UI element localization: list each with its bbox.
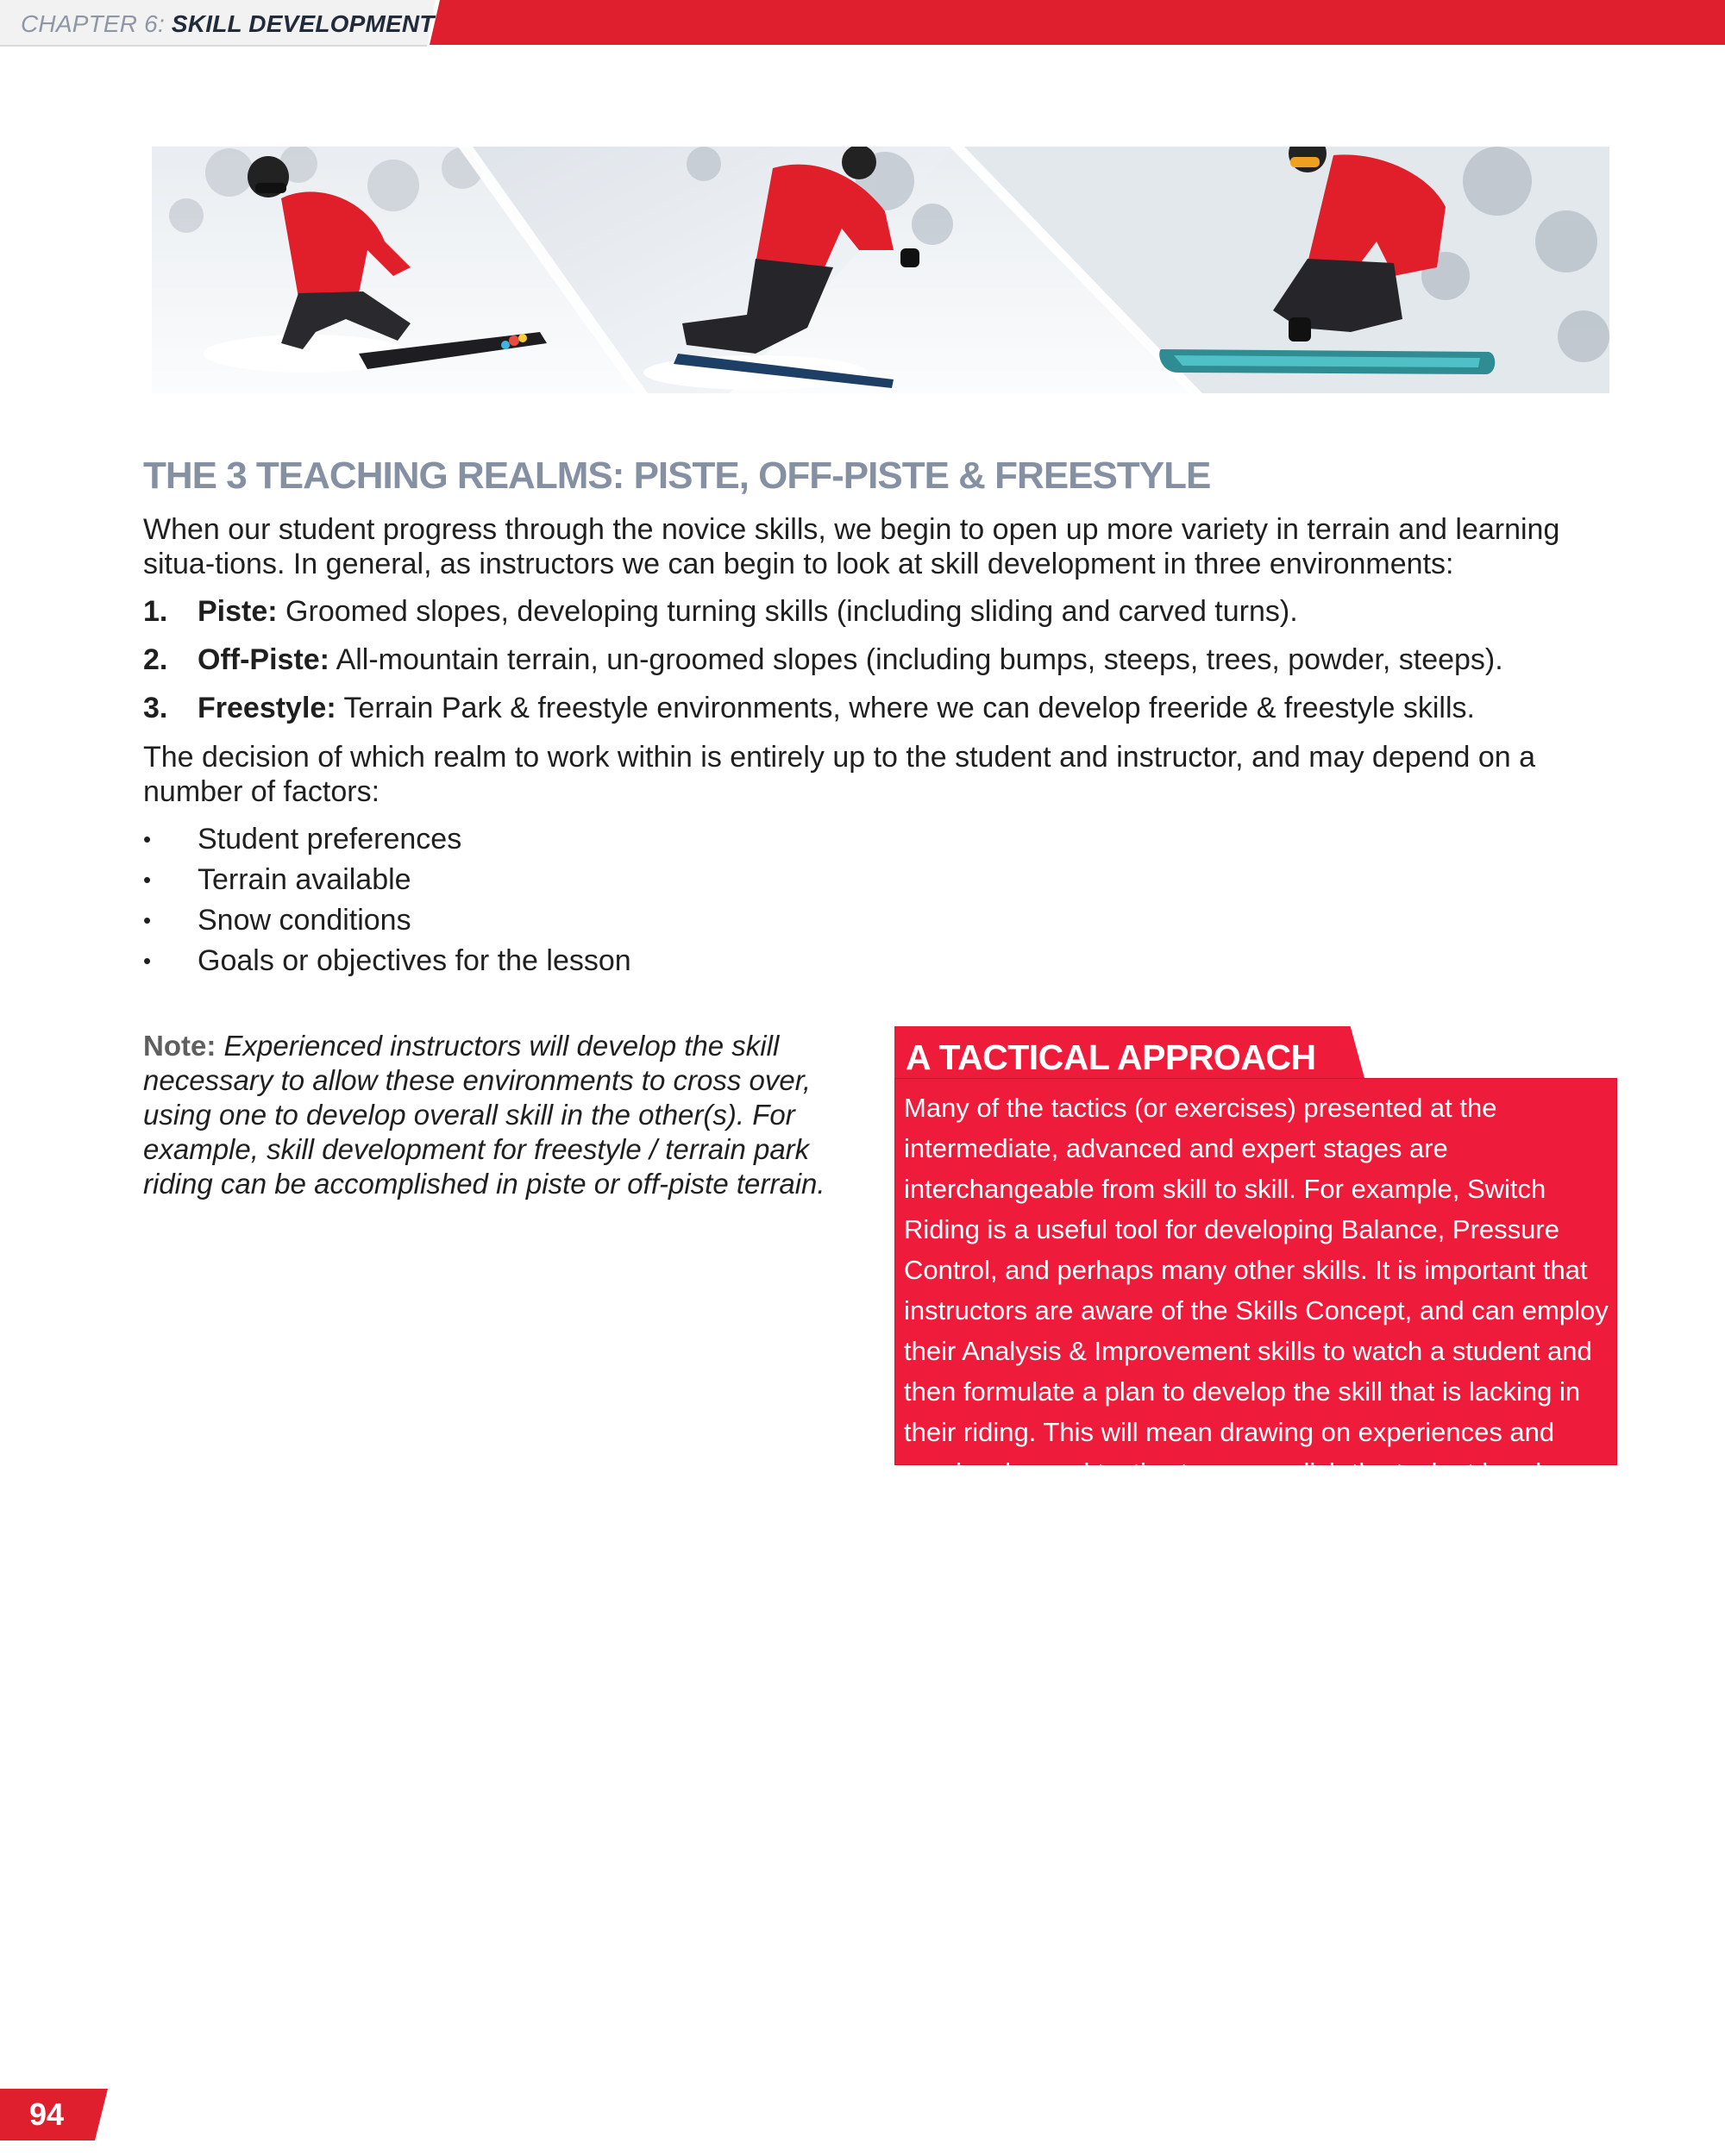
bullet-icon: • [143,826,152,852]
callout-title: A TACTICAL APPROACH [906,1037,1316,1077]
factors-list [143,819,631,981]
realm-term: Piste: [198,595,278,628]
factor-text: Student preferences [198,823,462,856]
realm-term: Freestyle: [198,692,336,724]
bullet-icon: • [143,867,152,893]
factor-text: Snow conditions [198,904,411,937]
realm-text: Groomed slopes, developing turning skills (including sliding and carved turns). [285,595,1298,628]
factor-text: Goals or objectives for the lesson [198,944,631,977]
list-number: 3. [143,692,168,724]
running-head [21,10,435,38]
callout-body: Many of the tactics (or exercises) presented at the intermediate, advanced and expert stages are interchangeable from skill to skill. For example, Switch Riding is a useful tool for developing Balance, Pressure Control, and perhaps many other skills. It is important that instructors are aware of the Skills Concept, and can employ their Analysis & Improvement skills to watch a student and then formulate a plan to develop the skill that is lacking in their riding. This will mean drawing on experiences and previously used tactics to accomplish the task at hand. [904,1093,1609,1488]
list-number: 2. [143,643,168,676]
page-number: 94 [29,2096,65,2132]
list-item [143,690,1627,738]
list-item [143,900,631,941]
list-item [143,593,1627,642]
list-item [143,860,631,900]
section-label: SKILL DEVELOPMENT [171,10,435,37]
snowboard-photo-strip-icon [152,147,1609,393]
list-number: 1. [143,595,168,628]
section-title: THE 3 TEACHING REALMS: PISTE, OFF-PISTE & FREESTYLE [143,454,1211,497]
chapter-label: CHAPTER 6: [21,10,165,37]
intro-paragraph: When our student progress through the novice skills, we begin to open up more variety in terrain and learning situa-tions. In general, as instructors we can begin to look at skill development in three environments: [143,513,1560,580]
note-label: Note: [143,1030,216,1062]
factor-text: Terrain available [198,863,411,896]
list-item [143,941,631,981]
page-header [0,0,1725,47]
list-item [143,642,1627,690]
bullet-icon: • [143,907,152,933]
realm-text: All-mountain terrain, un-groomed slopes (including bumps, steeps, trees, powder, steeps). [336,643,1503,676]
realm-term: Off-Piste: [198,643,329,676]
realm-text: Terrain Park & freestyle environments, where we can develop freeride & freestyle skills. [343,692,1475,724]
note-paragraph [143,1029,833,1201]
bullet-icon: • [143,948,152,974]
decision-paragraph: The decision of which realm to work within is entirely up to the student and instructor, and may depend on a number of factors: [143,741,1536,808]
note-text: Experienced instructors will develop the skill necessary to allow these environments to cross over, using one to develop overall skill in the other(s). For example, skill development for freestyle / terrain park riding can be accomplished in piste or off-piste terrain. [143,1030,825,1200]
header-accent-bar [430,0,1725,45]
list-item [143,819,631,860]
realms-list [143,593,1627,738]
